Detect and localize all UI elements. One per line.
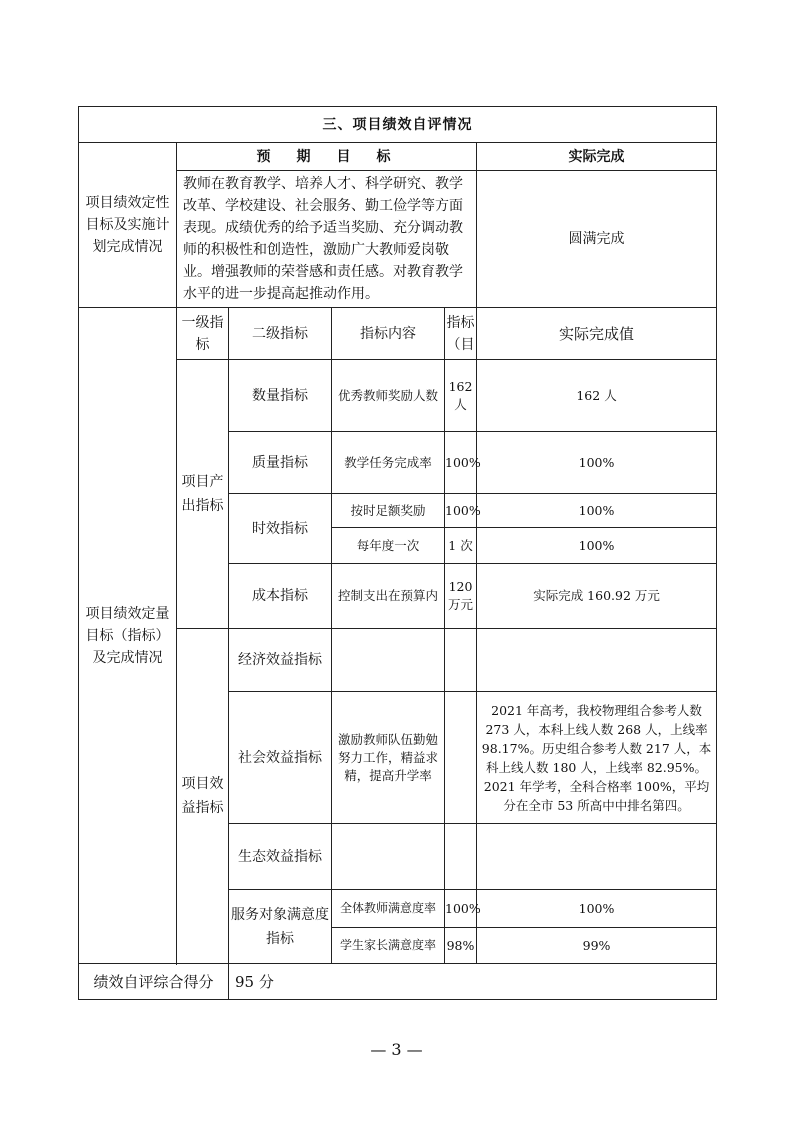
target-cell	[445, 692, 477, 824]
level2-cell: 数量指标	[229, 360, 332, 432]
level2-cell: 成本指标	[229, 564, 332, 629]
benefit-indicators-label: 项目效益指标	[177, 629, 229, 964]
content-cell: 教学任务完成率	[332, 432, 445, 494]
qualitative-goal-text: 教师在教育教学、培养人才、科学研究、教学改革、学校建设、社会服务、勤工俭学等方面表现。成绩优秀的给予适当奖励、充分调动教师的积极性和创造性，激励广大教师爱岗敬业。增强教师的荣誉感和责任感。对教育教学水平的进一步提高起推动作用。	[177, 171, 477, 308]
col-level2: 二级指标	[229, 308, 332, 360]
qualitative-label: 项目绩效定性目标及实施计划完成情况	[79, 143, 177, 308]
page-number: — 3 —	[370, 1040, 423, 1059]
actual-cell: 实际完成 160.92 万元	[477, 564, 717, 629]
goal-header: 预 期 目 标	[177, 143, 477, 171]
target-cell	[445, 824, 477, 890]
actual-cell: 99%	[477, 928, 717, 964]
level2-cell: 经济效益指标	[229, 629, 332, 692]
actual-cell: 100%	[477, 528, 717, 564]
target-cell	[445, 629, 477, 692]
score-value: 95 分	[229, 964, 717, 1000]
section-title: 三、项目绩效自评情况	[79, 107, 717, 143]
col-target: 指标（目	[445, 308, 477, 360]
content-cell: 每年度一次	[332, 528, 445, 564]
content-cell: 控制支出在预算内	[332, 564, 445, 629]
actual-cell: 100%	[477, 432, 717, 494]
level2-cell: 生态效益指标	[229, 824, 332, 890]
actual-cell	[477, 629, 717, 692]
content-cell: 学生家长满意度率	[332, 928, 445, 964]
col-content: 指标内容	[332, 308, 445, 360]
actual-cell	[477, 824, 717, 890]
content-cell	[332, 629, 445, 692]
actual-cell: 162 人	[477, 360, 717, 432]
actual-cell: 100%	[477, 890, 717, 928]
target-cell: 100%	[445, 890, 477, 928]
level2-cell: 质量指标	[229, 432, 332, 494]
content-cell	[332, 824, 445, 890]
output-indicators-label: 项目产出指标	[177, 360, 229, 629]
target-cell: 162人	[445, 360, 477, 432]
level2-cell: 时效指标	[229, 494, 332, 564]
content-cell: 全体教师满意度率	[332, 890, 445, 928]
target-cell: 100%	[445, 494, 477, 528]
level2-cell: 社会效益指标	[229, 692, 332, 824]
actual-header: 实际完成	[477, 143, 717, 171]
content-cell: 激励教师队伍勤勉努力工作，精益求精，提高升学率	[332, 692, 445, 824]
target-cell: 100%	[445, 432, 477, 494]
qualitative-result: 圆满完成	[477, 171, 717, 308]
col-level1: 一级指标	[177, 308, 229, 360]
level2-cell: 服务对象满意度指标	[229, 890, 332, 964]
target-cell: 1 次	[445, 528, 477, 564]
target-cell: 98%	[445, 928, 477, 964]
actual-cell: 2021 年高考，我校物理组合参考人数 273 人，本科上线人数 268 人，上线率 98.17%。历史组合参考人数 217 人，本科上线人数 180 人，上线率 82.95%。2021 年学考，全科合格率 100%，平均分在全市 53 所高中中排名第四。	[477, 692, 717, 824]
quantitative-label: 项目绩效定量目标（指标）及完成情况	[79, 308, 177, 964]
performance-table	[78, 106, 717, 1000]
score-label: 绩效自评综合得分	[79, 964, 229, 1000]
actual-cell: 100%	[477, 494, 717, 528]
col-actual: 实际完成值	[477, 308, 717, 360]
content-cell: 优秀教师奖励人数	[332, 360, 445, 432]
target-cell: 120万元	[445, 564, 477, 629]
content-cell: 按时足额奖励	[332, 494, 445, 528]
